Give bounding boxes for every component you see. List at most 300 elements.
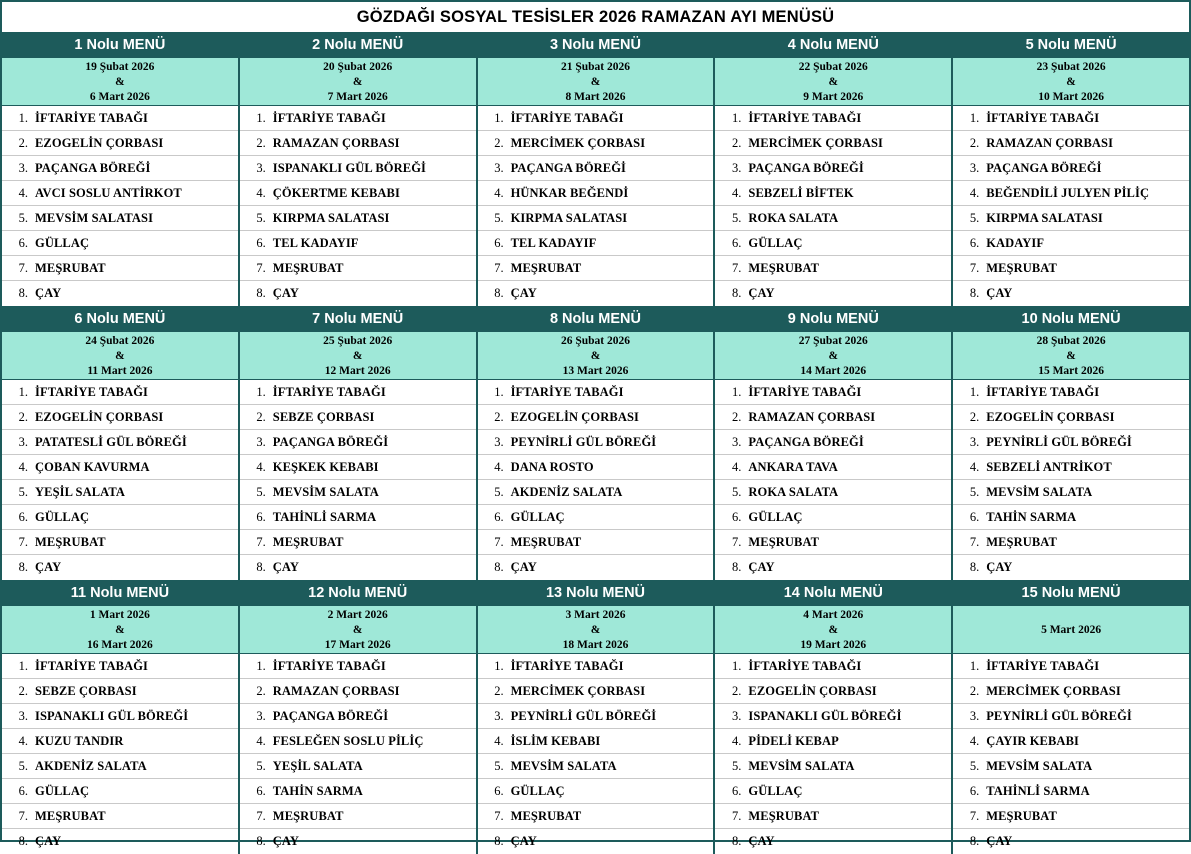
item-label: ÇAY [986, 560, 1013, 574]
item-number: 6. [494, 783, 504, 798]
menu-item [715, 505, 951, 530]
menu-dates [478, 58, 714, 106]
item-label: TAHİN SARMA [986, 509, 1077, 524]
item-number: 7. [494, 534, 504, 549]
item-number: 4. [969, 459, 980, 474]
menu-date-separator: & [115, 350, 125, 362]
menu-item [2, 505, 238, 530]
menu-item [715, 156, 951, 181]
menu-dates [240, 332, 476, 380]
menu-item [240, 430, 476, 455]
menu-date-separator: & [1066, 350, 1076, 362]
item-label: İFTARİYE TABAĞI [35, 384, 148, 399]
item-number: 8. [494, 286, 504, 300]
item-label: MEŞRUBAT [986, 260, 1057, 275]
menu-item [478, 430, 714, 455]
item-label: MEŞRUBAT [510, 260, 582, 275]
menu-item [478, 131, 714, 156]
item-number: 3. [494, 434, 504, 449]
menu-date-first: 24 Şubat 2026 [85, 335, 155, 347]
menu-dates [2, 58, 238, 106]
menu-date-first: 2 Mart 2026 [327, 609, 388, 621]
menu-title: 13 Nolu MENÜ [478, 582, 714, 606]
item-number: 3. [732, 160, 742, 175]
menu-items [478, 106, 714, 306]
menu-item [2, 380, 238, 405]
item-label: ÇOBAN KAVURMA [35, 459, 150, 474]
menu-date-separator: & [828, 350, 839, 362]
item-label: EZOGELİN ÇORBASI [986, 409, 1115, 424]
item-label: GÜLLAÇ [35, 509, 90, 524]
menu-item [715, 555, 951, 580]
menu-item [715, 106, 951, 131]
item-number: 1. [969, 658, 980, 673]
menu-item [953, 380, 1189, 405]
menu-item [715, 654, 951, 679]
item-number: 3. [969, 708, 980, 723]
item-label: ROKA SALATA [748, 210, 839, 225]
item-number: 1. [18, 658, 28, 673]
item-number: 7. [969, 260, 980, 275]
item-number: 6. [969, 783, 980, 798]
menu-card-2 [240, 34, 478, 306]
menu-date-separator: & [115, 624, 125, 636]
menu-date-first: 19 Şubat 2026 [85, 61, 155, 73]
item-label: MEŞRUBAT [510, 808, 582, 823]
item-number: 5. [256, 210, 266, 225]
item-number: 4. [494, 185, 504, 200]
menu-title: 2 Nolu MENÜ [240, 34, 476, 58]
item-label: İFTARİYE TABAĞI [510, 384, 624, 399]
item-number: 5. [969, 484, 980, 499]
item-number: 3. [18, 708, 28, 723]
item-number: 4. [18, 459, 28, 474]
menu-date-second: 13 Mart 2026 [562, 365, 629, 377]
item-label: MEŞRUBAT [272, 808, 344, 823]
menu-dates [953, 58, 1189, 106]
item-number: 5. [494, 758, 504, 773]
item-number: 2. [969, 135, 980, 150]
item-number: 5. [732, 484, 742, 499]
menu-title: 9 Nolu MENÜ [715, 308, 951, 332]
menu-item [2, 480, 238, 505]
item-label: PAÇANGA BÖREĞİ [510, 160, 627, 175]
item-label: MEVSİM SALATA [986, 758, 1093, 773]
item-number: 5. [969, 758, 980, 773]
menu-card-6 [2, 308, 240, 580]
item-label: İFTARİYE TABAĞI [510, 110, 624, 125]
item-label: PAÇANGA BÖREĞİ [986, 160, 1102, 175]
menu-item [953, 729, 1189, 754]
menu-item [715, 256, 951, 281]
item-label: MEŞRUBAT [748, 534, 820, 549]
item-label: FESLEĞEN SOSLU PİLİÇ [272, 733, 424, 748]
item-label: GÜLLAÇ [748, 235, 803, 250]
item-label: GÜLLAÇ [748, 509, 803, 524]
menu-item [953, 754, 1189, 779]
menu-title: 6 Nolu MENÜ [2, 308, 238, 332]
item-label: GÜLLAÇ [35, 783, 90, 798]
item-label: RAMAZAN ÇORBASI [986, 135, 1114, 150]
item-number: 5. [18, 758, 28, 773]
menu-items [478, 380, 714, 580]
item-number: 1. [732, 658, 742, 673]
item-number: 3. [18, 434, 28, 449]
menu-item [953, 779, 1189, 804]
item-number: 8. [256, 834, 266, 848]
item-number: 7. [732, 260, 742, 275]
item-number: 8. [494, 560, 504, 574]
menu-item [240, 380, 476, 405]
item-label: TAHİN SARMA [272, 783, 363, 798]
item-number: 2. [732, 135, 742, 150]
item-label: ÇAY [510, 560, 537, 574]
menu-date-separator: & [1066, 76, 1076, 88]
menu-item [478, 256, 714, 281]
item-label: AVCI SOSLU ANTİRKOT [35, 185, 182, 200]
menu-item [715, 380, 951, 405]
menu-item [240, 505, 476, 530]
item-number: 4. [732, 185, 742, 200]
menu-dates [2, 606, 238, 654]
menu-item [240, 729, 476, 754]
menu-card-10 [953, 308, 1189, 580]
item-label: HÜNKAR BEĞENDİ [510, 185, 629, 200]
item-number: 7. [494, 808, 504, 823]
menu-item [715, 206, 951, 231]
item-label: TAHİNLİ SARMA [986, 783, 1090, 798]
item-label: PAÇANGA BÖREĞİ [272, 708, 389, 723]
menu-row-2 [2, 308, 1189, 582]
item-number: 7. [969, 534, 980, 549]
menu-item [240, 779, 476, 804]
item-label: PAÇANGA BÖREĞİ [748, 160, 864, 175]
item-label: YEŞİL SALATA [35, 484, 126, 499]
item-label: MEŞRUBAT [986, 808, 1057, 823]
menu-dates [240, 606, 476, 654]
item-label: BEĞENDİLİ JULYEN PİLİÇ [986, 185, 1150, 200]
menu-date-first: 3 Mart 2026 [565, 609, 626, 621]
item-label: ANKARA TAVA [748, 459, 838, 474]
menu-date-first: 1 Mart 2026 [89, 609, 150, 621]
menu-item [478, 455, 714, 480]
item-label: İFTARİYE TABAĞI [272, 110, 386, 125]
item-number: 2. [256, 683, 266, 698]
menu-date-second: 12 Mart 2026 [324, 365, 391, 377]
menu-date-separator: & [590, 350, 601, 362]
menu-item [715, 779, 951, 804]
item-label: ÇAY [510, 834, 537, 848]
item-label: AKDENİZ SALATA [35, 758, 147, 773]
menu-item [953, 256, 1189, 281]
menu-date-second: 15 Mart 2026 [1038, 365, 1104, 377]
menu-dates [240, 58, 476, 106]
menu-card-7 [240, 308, 478, 580]
item-label: PİDELİ KEBAP [748, 733, 839, 748]
item-number: 6. [969, 235, 980, 250]
item-number: 2. [494, 683, 504, 698]
menu-item [478, 156, 714, 181]
menu-item [478, 530, 714, 555]
item-label: PEYNİRLİ GÜL BÖREĞİ [510, 434, 657, 449]
item-number: 1. [256, 658, 266, 673]
item-number: 4. [256, 459, 266, 474]
item-number: 1. [969, 110, 980, 125]
menu-items [953, 380, 1189, 580]
item-label: ÇAY [510, 286, 537, 300]
item-number: 7. [18, 260, 28, 275]
item-number: 7. [18, 534, 28, 549]
item-number: 3. [256, 160, 266, 175]
item-label: SEBZELİ ANTRİKOT [986, 459, 1112, 474]
menu-item [240, 206, 476, 231]
item-label: MERCİMEK ÇORBASI [510, 135, 646, 150]
menu-date-second: 5 Mart 2026 [1041, 624, 1102, 636]
menu-item [2, 804, 238, 829]
menu-item [2, 131, 238, 156]
menu-row-3 [2, 582, 1189, 854]
item-label: ÇAY [35, 560, 62, 574]
menu-items [953, 654, 1189, 854]
menu-date-second: 14 Mart 2026 [800, 365, 867, 377]
menu-item [478, 679, 714, 704]
item-label: MEŞRUBAT [748, 260, 820, 275]
menu-item [2, 679, 238, 704]
menu-items [2, 654, 238, 854]
item-number: 6. [18, 509, 28, 524]
menu-item [953, 106, 1189, 131]
item-label: SEBZELİ BİFTEK [748, 185, 854, 200]
menu-item [953, 281, 1189, 306]
menu-item [953, 156, 1189, 181]
menu-title: 10 Nolu MENÜ [953, 308, 1189, 332]
item-number: 5. [256, 758, 266, 773]
menu-item [2, 231, 238, 256]
menu-card-15 [953, 582, 1189, 854]
item-number: 3. [969, 160, 980, 175]
item-number: 3. [256, 434, 266, 449]
item-label: PEYNİRLİ GÜL BÖREĞİ [986, 708, 1132, 723]
item-label: MEVSİM SALATA [748, 758, 855, 773]
item-number: 1. [18, 384, 28, 399]
item-label: RAMAZAN ÇORBASI [748, 409, 876, 424]
item-label: PEYNİRLİ GÜL BÖREĞİ [986, 434, 1132, 449]
item-label: MERCİMEK ÇORBASI [510, 683, 646, 698]
item-label: KADAYIF [986, 235, 1045, 250]
menu-item [478, 181, 714, 206]
menu-item [478, 704, 714, 729]
item-number: 6. [732, 235, 742, 250]
item-label: İSLİM KEBABI [510, 733, 601, 748]
item-label: ÇAY [272, 560, 300, 574]
menu-title: 7 Nolu MENÜ [240, 308, 476, 332]
menu-date-separator: & [590, 76, 601, 88]
item-label: EZOGELİN ÇORBASI [748, 683, 877, 698]
item-number: 2. [18, 683, 28, 698]
item-number: 5. [732, 758, 742, 773]
menu-item [953, 654, 1189, 679]
item-number: 6. [494, 509, 504, 524]
item-label: ISPANAKLI GÜL BÖREĞİ [35, 708, 189, 723]
menu-item [715, 231, 951, 256]
item-number: 1. [256, 110, 266, 125]
menu-date-separator: & [352, 624, 363, 636]
item-number: 4. [969, 733, 980, 748]
item-label: DANA ROSTO [510, 459, 594, 474]
item-number: 1. [732, 384, 742, 399]
menu-item [2, 654, 238, 679]
menu-date-second: 16 Mart 2026 [87, 639, 153, 651]
menu-date-first: 25 Şubat 2026 [323, 335, 393, 347]
item-number: 8. [732, 834, 742, 848]
item-number: 5. [256, 484, 266, 499]
item-number: 6. [256, 783, 266, 798]
item-number: 1. [256, 384, 266, 399]
menu-dates [478, 332, 714, 380]
menu-item [715, 181, 951, 206]
item-number: 4. [18, 185, 28, 200]
menu-items [240, 380, 476, 580]
menu-item [715, 530, 951, 555]
item-number: 7. [256, 808, 266, 823]
item-label: ÇAY [748, 560, 775, 574]
item-label: EZOGELİN ÇORBASI [35, 409, 164, 424]
item-label: ISPANAKLI GÜL BÖREĞİ [272, 160, 426, 175]
item-number: 4. [494, 733, 504, 748]
item-number: 5. [732, 210, 742, 225]
menu-item [2, 405, 238, 430]
menu-dates [953, 606, 1189, 654]
item-number: 4. [18, 733, 28, 748]
item-label: İFTARİYE TABAĞI [986, 384, 1100, 399]
item-label: MEŞRUBAT [986, 534, 1057, 549]
menu-item [715, 455, 951, 480]
item-label: MERCİMEK ÇORBASI [748, 135, 883, 150]
item-number: 2. [256, 135, 266, 150]
item-label: PAÇANGA BÖREĞİ [748, 434, 864, 449]
menu-title: 8 Nolu MENÜ [478, 308, 714, 332]
menu-title: 5 Nolu MENÜ [953, 34, 1189, 58]
item-label: İFTARİYE TABAĞI [986, 110, 1100, 125]
item-number: 8. [18, 834, 28, 848]
menu-date-second: 11 Mart 2026 [87, 365, 153, 377]
menu-items [478, 654, 714, 854]
item-label: KIRPMA SALATASI [986, 210, 1103, 225]
menu-item [240, 530, 476, 555]
menu-item [478, 405, 714, 430]
item-number: 6. [256, 235, 266, 250]
menu-item [240, 231, 476, 256]
menu-date-second: 17 Mart 2026 [324, 639, 391, 651]
item-number: 7. [732, 534, 742, 549]
item-label: ÇAYIR KEBABI [986, 733, 1079, 748]
item-number: 6. [494, 235, 504, 250]
item-label: EZOGELİN ÇORBASI [35, 135, 164, 150]
menu-item [478, 106, 714, 131]
item-number: 3. [494, 708, 504, 723]
menu-date-second: 8 Mart 2026 [565, 91, 626, 103]
menu-date-first: 28 Şubat 2026 [1036, 335, 1106, 347]
item-number: 7. [256, 534, 266, 549]
item-label: RAMAZAN ÇORBASI [272, 135, 400, 150]
item-number: 2. [969, 409, 980, 424]
item-number: 7. [494, 260, 504, 275]
item-number: 1. [732, 110, 742, 125]
menu-date-second: 7 Mart 2026 [327, 91, 388, 103]
item-number: 8. [969, 286, 980, 300]
menu-item [715, 704, 951, 729]
menu-item [2, 281, 238, 306]
menu-date-separator: & [352, 76, 363, 88]
item-label: İFTARİYE TABAĞI [272, 384, 386, 399]
item-label: İFTARİYE TABAĞI [35, 110, 148, 125]
menu-title: 14 Nolu MENÜ [715, 582, 951, 606]
item-number: 2. [494, 409, 504, 424]
menu-card-14 [715, 582, 953, 854]
item-label: MEVSİM SALATASI [35, 210, 154, 225]
menu-item [478, 281, 714, 306]
menu-title: 11 Nolu MENÜ [2, 582, 238, 606]
item-number: 6. [18, 783, 28, 798]
item-number: 6. [732, 783, 742, 798]
item-label: ÇAY [35, 286, 62, 300]
menu-item [240, 754, 476, 779]
menu-dates [953, 332, 1189, 380]
menu-item [715, 754, 951, 779]
menu-item [2, 704, 238, 729]
item-number: 4. [256, 733, 266, 748]
item-number: 4. [494, 459, 504, 474]
item-number: 5. [494, 210, 504, 225]
menu-date-first: 20 Şubat 2026 [323, 61, 393, 73]
item-number: 2. [732, 683, 742, 698]
menu-card-5 [953, 34, 1189, 306]
item-label: MEŞRUBAT [510, 534, 582, 549]
menu-item [478, 231, 714, 256]
item-label: PATATESLİ GÜL BÖREĞİ [35, 434, 187, 449]
item-label: GÜLLAÇ [748, 783, 803, 798]
item-label: ÇÖKERTME KEBABI [272, 185, 400, 200]
item-label: ÇAY [748, 286, 775, 300]
item-number: 8. [494, 834, 504, 848]
menu-title: 3 Nolu MENÜ [478, 34, 714, 58]
item-number: 5. [18, 484, 28, 499]
menu-item [478, 729, 714, 754]
menu-item [2, 156, 238, 181]
item-label: ÇAY [748, 834, 775, 848]
menu-item [2, 754, 238, 779]
item-number: 4. [969, 185, 980, 200]
item-number: 2. [969, 683, 980, 698]
menu-item [953, 430, 1189, 455]
menu-item [240, 281, 476, 306]
menu-item [953, 405, 1189, 430]
menu-date-first: 4 Mart 2026 [803, 609, 864, 621]
item-number: 8. [732, 560, 742, 574]
menu-date-first: 22 Şubat 2026 [798, 61, 868, 73]
menu-item [953, 206, 1189, 231]
menu-item [2, 729, 238, 754]
item-number: 1. [494, 110, 504, 125]
item-number: 5. [494, 484, 504, 499]
menu-items [715, 106, 951, 306]
menu-date-second: 6 Mart 2026 [89, 91, 150, 103]
menu-item [478, 754, 714, 779]
menu-card-3 [478, 34, 716, 306]
item-label: PAÇANGA BÖREĞİ [272, 434, 389, 449]
menu-item [478, 804, 714, 829]
menu-title: 4 Nolu MENÜ [715, 34, 951, 58]
